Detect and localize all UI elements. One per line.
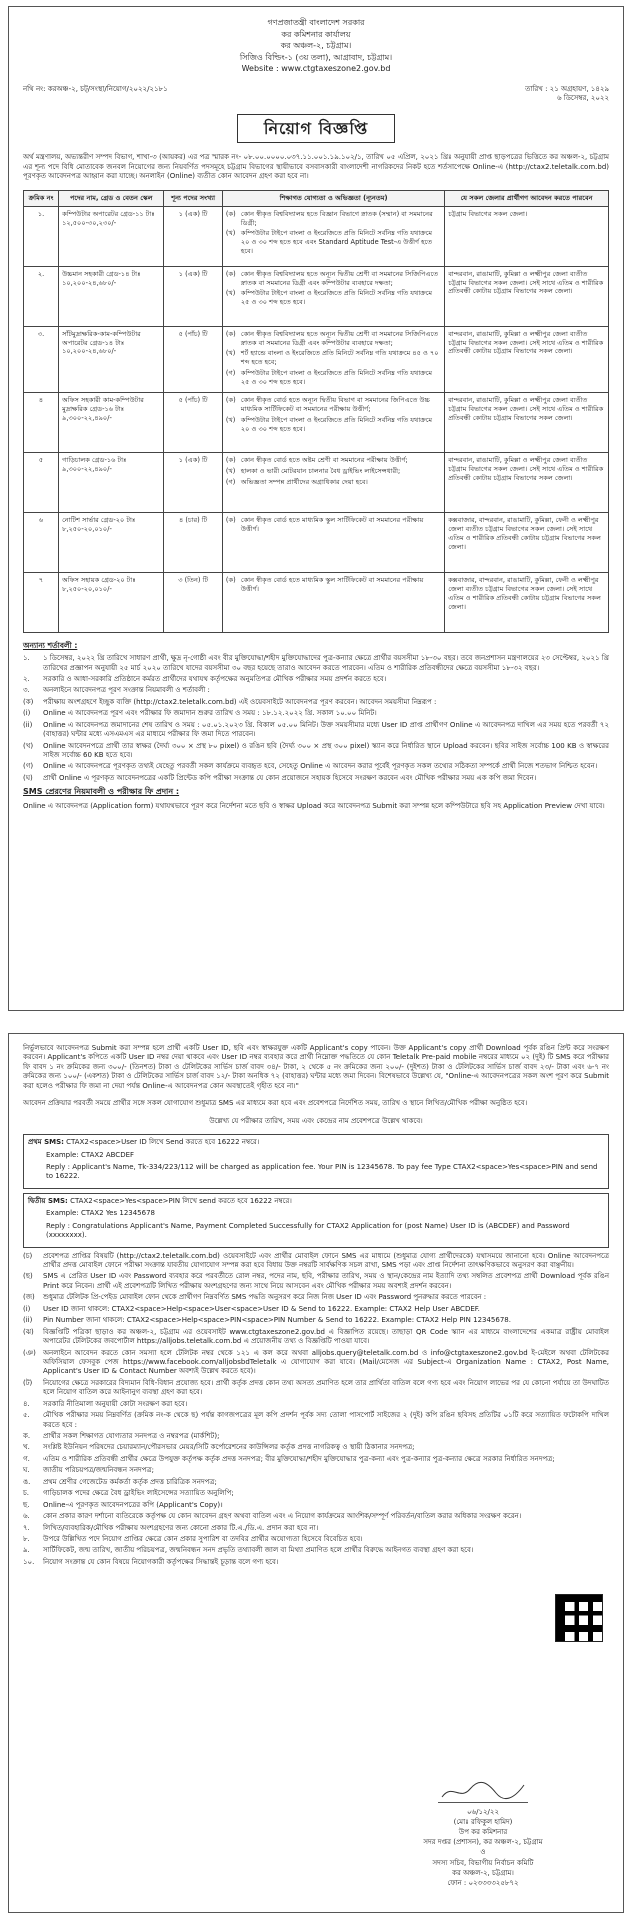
instruction-item — [23, 1305, 609, 1314]
date-label: তারিখ : — [525, 84, 548, 93]
instruction-item — [23, 1293, 609, 1302]
instruction-item — [23, 1272, 609, 1291]
condition-text: অনলাইনে আবেদনপত্র পূরণ সংক্রান্ত নিয়মাবলী ও শর্তাবলী : — [43, 686, 210, 695]
condition-number: (গ) — [23, 762, 34, 771]
qualification-text: কোন স্বীকৃত বোর্ড হতে মাধ্যমিক স্কুল সার্টিফিকেট বা সমমানের পরীক্ষায় উত্তীর্ণ। — [240, 575, 424, 593]
col-districts: যে সকল জেলার প্রার্থীগণ আবেদন করতে পারবেন — [445, 190, 609, 206]
qualification-text: অভিজ্ঞতা সম্পন্ন প্রার্থীদের অগ্রাধিকার দেয়া হবে। — [240, 477, 368, 486]
rule-text: কোন প্রকার কারণ দর্শানো ব্যতিরেকে কর্তৃপক্ষ যে কোন আবেদন গ্রহণ অথবা বাতিল এবং এ নিয়োগ কার্যক্রমের আংশিক/সম্পূর্ণ পরিবর্তন/বাতিল করার অধিকার সংরক্ষণ করেন। — [43, 1512, 522, 1521]
cell-post: সাঁটমুদ্রাক্ষরিক-কাম-কম্পিউটার অপারেটর গ্রেড-১৪ টাঃ ১০,২০০-২৪,৬৮০/- — [59, 326, 164, 392]
rule-item — [23, 1546, 609, 1555]
rule-item — [23, 1443, 609, 1452]
rule-text: সংশ্লিষ্ট ইউনিয়ন পরিষদের চেয়ারম্যান/পৌরসভার মেয়র/সিটি কর্পোরেশনের কাউন্সিলর কর্তৃক প্রদত্ত নাগরিকত্ব ও স্থায়ী ঠিকানার সনদপত্র; — [43, 1443, 415, 1452]
signatory-zone: কর অঞ্চল-২, চট্টগ্রাম। — [452, 1868, 514, 1877]
condition-text: Online এ আবেদনপত্রে পূরণকৃত তথ্যই যেহেতু পরবর্তী সকল কার্যক্রমে ব্যবহৃত হবে, সেহেতু Online এ আবেদন করার পূর্বেই পূরণকৃত সকল তথ্যের সঠিকতা সম্পর্কে প্রার্থী নিজে শতভাগ নিশ্চিত হবেন। — [43, 762, 598, 771]
rule-number: ছ. — [23, 1500, 30, 1509]
cell-serial: ৬ — [24, 512, 59, 572]
signatory-committee: সদস্য সচিব, বিভাগীয় নির্বাচন কমিটি — [432, 1858, 534, 1867]
cell-qualification — [222, 206, 444, 266]
qualification-text: কোন স্বীকৃত বোর্ড হতে অন্যূন দ্বিতীয় বিভাগ বা সমমানের জিপিএতে উচ্চ মাধ্যমিক সার্টিফিকেট বা সমমানের পরীক্ষায় উত্তীর্ণ; — [240, 395, 430, 413]
date-english: ৬ ডিসেম্বর, ২০২২ — [557, 94, 609, 103]
condition-number: (খ) — [23, 741, 34, 750]
condition-number: ১. — [23, 654, 30, 663]
cell-qualification — [222, 326, 444, 392]
cell-districts: কক্সবাজার, বান্দরবান, রাঙামাটি, কুমিল্লা, ফেনী ও লক্ষ্মীপুর জেলা ব্যতীত চট্টগ্রাম বিভাগের সকল জেলা। সেই সাথে এতিম ও শারীরিক প্রতিবন্ধী কোটায় চট্টগ্রাম বিভাগের সকল জেলা। — [445, 572, 609, 632]
condition-item — [23, 721, 609, 740]
cell-districts: বান্দরবান, রাঙামাটি, কুমিল্লা ও লক্ষ্মীপুর জেলা ব্যতীত চট্টগ্রাম বিভাগের সকল জেলা। সেই সাথে এতিম ও শারীরিক প্রতিবন্ধী কোটায় চট্টগ্রাম বিভাগের সকল জেলা। — [445, 326, 609, 392]
rule-number: খ. — [23, 1443, 30, 1452]
instruction-text: প্রবেশপত্র প্রাপ্তির বিষয়টি (http://ctax2.teletalk.com.bd) ওয়েবসাইটে এবং প্রার্থীর মোবাইল ফোনে SMS এর মাধ্যমে (শুধুমাত্র যোগ্য প্রার্থীদেরকে) যথাসময়ে জানানো হবে। Online আবেদনপত্রে প্রার্থীর প্রদত্ত মোবাইল ফোনে পরীক্ষা সংক্রান্ত যাবতীয় যোগাযোগ সম্পন্ন করা হবে বিধায় উক্ত নম্বরটি সার্বক্ষণিক সচল রাখা, SMS পড়া এবং প্রাপ্ত নির্দেশনা তাৎক্ষণিকভাবে অনুসরণ করা বাঞ্ছনীয়। — [43, 1251, 609, 1269]
qualification-text: কোন স্বীকৃত বোর্ড হতে মাধ্যমিক স্কুল সার্টিফিকেট বা সমমানের পরীক্ষায় উত্তীর্ণ। — [240, 515, 424, 533]
qualification-marker: (গ) — [225, 369, 236, 378]
cell-serial: ৫ — [24, 452, 59, 512]
signatory-designation: উপ কর কমিশনার — [458, 1828, 508, 1837]
office-title: কর কমিশনার কার্যালয় — [281, 29, 351, 39]
qualification-marker: (খ) — [225, 415, 236, 424]
instruction-item — [23, 1349, 609, 1377]
rule-item — [23, 1455, 609, 1464]
conditions-list — [23, 654, 609, 783]
cell-districts: বান্দরবান, রাঙামাটি, কুমিল্লা ও লক্ষ্মীপুর জেলা ব্যতীত চট্টগ্রাম বিভাগের সকল জেলা। সেই সাথে এতিম ও শারীরিক প্রতিবন্ধী কোটায় চট্টগ্রাম বিভাগের সকল জেলা। — [445, 392, 609, 452]
table-row — [24, 392, 609, 452]
sms-1-box — [23, 1134, 609, 1189]
col-qualification: শিক্ষাগত যোগ্যতা ও অভিজ্ঞতা (ন্যূনতম) — [222, 190, 444, 206]
sms-2-label: দ্বিতীয় SMS: — [28, 1196, 68, 1205]
cell-qualification — [222, 392, 444, 452]
cell-serial: ৪ — [24, 392, 59, 452]
instruction-number: (ছ) — [23, 1272, 33, 1281]
page2-items-2 — [23, 1400, 609, 1568]
page2-top-paragraph: নির্ভুলভাবে আবেদনপত্র Submit করা সম্পন্ন হলে প্রার্থী একটি User ID, ছবি এবং স্বাক্ষরযুক্ত একটি Applicant's copy পাবেন। উক্ত Applicant's copy প্রার্থী Download পূর্বক রঙিন প্রিন্ট করে সংরক্ষণ করবেন। Applicant's কপিতে একটি User ID নম্বর দেয়া থাকবে এবং User ID নম্বর ব্যবহার করে প্রার্থী নিম্নোক্ত পদ্ধতিতে যে কোন Teletalk Pre-paid mobile নম্বরের মাধ্যমে ০২ (দুই) টি SMS করে পরীক্ষার ফি বাবদ ১ নং ক্রমিকের জন্য ৩০০/- (তিনশত) টাকা ও টেলিটকের সার্ভিস চার্জ বাবদ ৩৪/- টাকা, ২ থেকে ৫ নং ক্রমিকের জন্য ২০০/- (দুইশত) টাকা ও টেলিটকের সার্ভিস চার্জ বাবদ ২৩/- টাকা এবং ৬-৭ নং ক্রমিকের জন্য ১০০/- (একশত) টাকা ও টেলিটকের সার্ভিস চার্জ বাবদ ১২/- টাকা অনধিক ৭২ (বাহাত্তর) ঘন্টার মধ্যে জমা দিবেন। বিশেষভাবে উল্লেখ্য যে, "Online-এ আবেদনপত্রের সকল অংশ পূরণ করে Submit করা হলেও পরীক্ষার ফি জমা না দেয়া পর্যন্ত Online-এ আবেদনপত্র কোন অবস্থাতেই গৃহীত হবে না।" — [23, 1044, 609, 1090]
qualification-item — [226, 210, 441, 228]
cell-post: উচ্চমান সহকারী গ্রেড-১৪ টাঃ ১০,২০০-২৪,৬৮০/- — [59, 266, 164, 326]
notice-page-1 — [8, 6, 624, 1011]
cell-serial: ৩. — [24, 326, 59, 392]
qualification-text: কম্পিউটার টাইপে বাংলা ও ইংরেজিতে প্রতি মিনিটে সর্বনিম্ন গতি যথাক্রমে ২৫ ও ৩০ শব্দ হতে হবে। — [240, 289, 433, 307]
date-bengali: ২১ অগ্রহায়ণ, ১৪২৯ — [549, 84, 609, 93]
qualification-item — [226, 229, 441, 256]
cell-qualification — [222, 572, 444, 632]
office-header — [23, 17, 609, 75]
rule-text: মৌখিক পরীক্ষার সময় নিম্নবর্ণিত (ক্রমিক নং-ক থেকে ছ) পর্যন্ত কাগজপত্রের মূল কপি প্রদর্শন পূর্বক সদ্য তোলা পাসপোর্ট সাইজের ২ (দুই) কপি রঙিন ছবিসহ প্রতিটির ০১টি করে সত্যায়িত ফটোকপি দাখিল করতে হবে : — [43, 1411, 609, 1429]
cell-post: গাড়িচালক গ্রেড-১৬ টাঃ ৯,৩০০-২২,৪৯০/- — [59, 452, 164, 512]
cell-qualification — [222, 512, 444, 572]
sms-1-text: CTAX2<space>User ID লিখে Send করতে হবে 16222 নম্বরে। — [66, 1138, 260, 1147]
qualification-marker: (ক) — [225, 395, 236, 404]
qualification-marker: (খ) — [225, 229, 236, 238]
instruction-item — [23, 1316, 609, 1325]
cell-count: ১ (এক) টি — [164, 452, 223, 512]
rule-text: প্রথম শ্রেণীর গেজেটেড কর্মকর্তা কর্তৃক প্রদত্ত চারিত্রিক সনদপত্র; — [43, 1477, 217, 1486]
rule-number: ঙ. — [23, 1477, 31, 1486]
qualification-item — [226, 369, 441, 387]
qualification-marker: (ক) — [225, 575, 236, 584]
condition-text: Online আবেদনপত্রে প্রার্থী তার স্বাক্ষর (দৈর্ঘ্য ৩০০ × প্রস্থ ৮০ pixel) ও রঙিন ছবি (দৈর্ঘ্য ৩০০ × প্রস্থ ৩০০ pixel) স্ক্যান করে নির্ধারিত স্থানে Upload করবেন। ছবির সাইজ সর্বোচ্চ 100 KB ও স্বাক্ষরের সাইজ সর্বোচ্চ 60 KB হতে হবে। — [43, 741, 609, 760]
rule-number: ৬. — [23, 1512, 30, 1521]
table-row — [24, 266, 609, 326]
cell-count: ৫ (পাঁচ) টি — [164, 326, 223, 392]
cell-districts: বান্দরবান, রাঙামাটি, কুমিল্লা ও লক্ষ্মীপুর জেলা ব্যতীত চট্টগ্রাম বিভাগের সকল জেলা। সেই সাথে এতিম ও শারীরিক প্রতিবন্ধী কোটায় চট্টগ্রাম বিভাগের সকল জেলা। — [445, 452, 609, 512]
sms-1-example: Example: CTAX2 ABCDEF — [46, 1150, 135, 1159]
condition-item — [23, 698, 609, 707]
condition-item — [23, 654, 609, 673]
rule-text: নিয়োগ সংক্রান্ত যে কোন বিষয়ে নিয়োগকারী কর্তৃপক্ষের সিদ্ধান্তই চূড়ান্ত বলে গণ্য হবে। — [43, 1557, 279, 1566]
cell-count: ৪ (চার) টি — [164, 512, 223, 572]
instruction-text: নিয়োগের ক্ষেত্রে সরকারের বিদ্যমান বিধি-বিধান প্রযোজ্য হবে। প্রার্থী কর্তৃক প্রদত্ত কোন তথ্য অসত্য প্রমাণিত হলে তার প্রার্থিতা বাতিল বলে গণ্য হবে এবং নিয়োগ লাভের পর যে কোনো পর্যায়ে তা উদঘাটিত হলে নিয়োগ বাতিল করে আইনানুগ ব্যবস্থা গ্রহণ করা হবে। — [43, 1378, 609, 1397]
sms-heading: SMS প্রেরণের নিয়মাবলী ও পরীক্ষার ফি প্রদান : — [23, 787, 180, 797]
condition-text: সরকারি ও আধা-সরকারি প্রতিষ্ঠানে কর্মরত প্রার্থীদের যথাযথ কর্তৃপক্ষের অনুমতিপত্র মৌখিক পরীক্ষার সময় প্রদর্শন করতে হবে। — [43, 674, 387, 683]
zone-title: কর অঞ্চল-২, চট্টগ্রাম। — [280, 41, 352, 51]
instruction-number: (চ) — [23, 1251, 33, 1260]
cell-qualification — [222, 452, 444, 512]
rule-number: ৫. — [23, 1411, 30, 1420]
qualification-item — [226, 576, 441, 594]
rule-text: সরকারি নীতিমালা অনুযায়ী কোটা সংরক্ষণ করা হবে। — [43, 1399, 188, 1408]
qualification-marker: (ক) — [225, 269, 236, 278]
instruction-number: (i) — [23, 1304, 31, 1313]
condition-text: Online এ আবেদনপত্র জমাদানের শেষ তারিখ ও সময় : ০৫.০১.২০২৩ খ্রি. বিকাল ০৫.০০ মিনিট। উক্ত সময়সীমার মধ্যে User ID প্রাপ্ত প্রার্থীগণ Online এ আবেদনপত্র দাখিল এর সময় হতে পরবর্তী ৭২ (বাহাত্তর) ঘন্টার মধ্যে এসএমএস এর মাধ্যমে পরীক্ষার ফি জমা দিতে পারবেন। — [43, 720, 609, 739]
rule-number: ৮. — [23, 1534, 30, 1543]
instruction-text: শুধুমাত্র টেলিটক প্রি-পেইড মোবাইল ফোন থেকে প্রার্থীগণ নিম্নবর্ণিত SMS পদ্ধতি অনুসরণ করে নিজ নিজ User ID এবং Password পুনরুদ্ধার করতে পারবেন : — [43, 1293, 487, 1302]
qualification-marker: (গ) — [225, 477, 236, 486]
rule-number: চ. — [23, 1489, 30, 1498]
cell-districts: চট্টগ্রাম বিভাগের সকল জেলা। — [445, 206, 609, 266]
col-post: পদের নাম, গ্রেড ও বেতন স্কেল — [59, 190, 164, 206]
instruction-number: (ঝ) — [23, 1327, 34, 1336]
sms-2-text: CTAX2<space>Yes<space>PIN লিখে send করতে হবে 16222 নম্বরে। — [70, 1196, 292, 1205]
conditions-section — [23, 641, 609, 812]
rule-item — [23, 1466, 609, 1475]
notice-title — [23, 114, 609, 144]
condition-item — [23, 709, 609, 718]
intro-paragraph: অর্থ মন্ত্রণালয়, অভ্যন্তরীণ সম্পদ বিভাগ, শাখা-৩ (আয়কর) এর পত্র স্মারক নং- ০৮.০০.০০০০.০৩৭.১১.০০১.১৯.১০২/১, তারিখ ০৫ এপ্রিল, ২০২১ খ্রিঃ অনুযায়ী প্রাপ্ত ছাড়পত্রের ভিত্তিতে কর অঞ্চল-২, চট্টগ্রাম এর শূন্য পদে বিধি মোতাবেক জনবল নিয়োগের জন্য নিয়বর্ণিত পদসমূহে চট্টগ্রাম বিভাগের স্থায়ীভাবে বসবাসকারী বাংলাদেশী নাগরিকদের নিকট হতে শর্তসাপেক্ষে Online-এ (http://ctax2.teletalk.com.bd) পূরণকৃত আবেদনপত্র আহ্বান করা যাচ্ছে। অনলাইন (Online) ব্যতীত কোন আবেদন গ্রহণ করা হবে না। — [23, 153, 609, 181]
rule-text: Online-এ পূরণকৃত আবেদনপত্রের কপি (Applicant's Copy)। — [43, 1500, 223, 1509]
qualification-text: কম্পিউটার টাইপে বাংলা ও ইংরেজিতে প্রতি মিনিটে সর্বনিম্ন গতি যথাক্রমে ২০ ও ৩০ শব্দ হতে হবে এবং Standard Aptitude Test-এ উত্তীর্ণ হতে হবে। — [240, 229, 433, 256]
qualification-text: শর্ট হ্যান্ডে বাংলা ও ইংরেজিতে প্রতি মিনিটে সর্বনিম্ন গতি যথাক্রমে ৪৫ ও ৭০ শব্দ হতে হবে; — [240, 349, 439, 367]
instruction-text: বিজ্ঞপ্তিটি পত্রিকা ছাড়াও কর অঞ্চল-২, চট্টগ্রাম এর ওয়েবসাইট www.ctgtaxeszone2.gov.bd এ বিজ্ঞাপিত রয়েছে। তাছাড়া QR Code স্ক্যান এর মাধ্যমে বাংলাদেশের একমাত্র রাষ্ট্রীয় মোবাইল অপারেটর টেলিটকের জবপোর্টাল https://alljobs.teletalk.com.bd এ প্রয়োজনীয় তথ্য ও বিজ্ঞপ্তিটি পাওয়া যাবে। — [43, 1327, 609, 1346]
rule-text: সার্টিফিকেট, জন্ম তারিখ, জাতীয় পরিচয়পত্র, জন্মনিবন্ধন সনদ প্রভৃতি তথ্যাবলী জাল বা মিথ্যা প্রমাণিত হলে প্রার্থীর বিরুদ্ধে আইনগত ব্যবস্থা গ্রহণ করা হবে। — [43, 1546, 474, 1555]
vacancy-table — [23, 190, 609, 633]
rule-item — [23, 1489, 609, 1498]
qualification-item — [226, 349, 441, 367]
memo-number: নথি নং: করঅঞ্চ-২, চট্/সংস্থা/নিয়োগ/২০২২/২১৮১ — [23, 84, 168, 93]
notice-title-text: নিয়োগ বিজ্ঞপ্তি — [237, 114, 395, 144]
rule-text: গাড়িচালক পদের ক্ষেত্রে বৈধ ড্রাইভিং লাইসেন্সের সত্যায়িত অনুলিপি; — [43, 1489, 234, 1498]
instruction-item — [23, 1328, 609, 1347]
sms-2-reply: Reply : Congratulations Applicant's Name, Payment Completed Successfully for CTAX2 Application for (post Name) User ID is (ABCDEF) and Password (xxxxxxxx). — [46, 1221, 570, 1240]
qualification-marker: (ক) — [225, 515, 236, 524]
rule-number: ঘ. — [23, 1466, 30, 1475]
condition-text: প্রার্থী Online এ পূরণকৃত আবেদনপত্রের একটি প্রিন্টেড কপি পরীক্ষা সংক্রান্ত যে কোন প্রয়োজনে সহায়ক হিসেবে সংরক্ষণ করবেন এবং মৌখিক পরীক্ষার সময় এক কপি জমা দিবেন। — [43, 773, 537, 782]
notice-page-2 — [8, 1033, 624, 1913]
condition-number: (ii) — [23, 720, 33, 729]
cell-post: অফিস সহায়ক গ্রেড-২০ টাঃ ৮,২৫০-২০,০১০/- — [59, 572, 164, 632]
qualification-item — [226, 396, 441, 414]
rule-text: প্রার্থীর সকল শিক্ষাগত যোগ্যতার সনদপত্র ও নম্বরপত্র (মার্কশিট); — [43, 1432, 220, 1440]
rule-item — [23, 1411, 609, 1430]
rule-item — [23, 1478, 609, 1487]
cell-count: ৫ (পাঁচ) টি — [164, 392, 223, 452]
conditions-heading: অন্যান্য শর্তাবলী : — [23, 640, 78, 650]
rule-item — [23, 1501, 609, 1510]
rule-text: লিখিত/ব্যবহারিক/মৌখিক পরীক্ষায় অংশগ্রহণের জন্য কোনো প্রকার টি.এ./ডি.এ. প্রদান করা হবে না। — [43, 1523, 319, 1532]
rule-item — [23, 1535, 609, 1544]
page2-items — [23, 1252, 609, 1398]
qualification-text: হালকা ও ভারী মোটরযান চালনার বৈধ ড্রাইভিং লাইসেন্সধারী; — [240, 466, 401, 475]
cell-districts: কক্সবাজার, বান্দরবান, রাঙামাটি, কুমিল্লা, ফেনী ও লক্ষ্মীপুর জেলা ব্যতীত চট্টগ্রাম বিভাগের সকল জেলা। সেই সাথে এতিম ও শারীরিক প্রতিবন্ধী কোটায় চট্টগ্রাম বিভাগের সকল জেলা। — [445, 512, 609, 572]
condition-item — [23, 742, 609, 761]
condition-number: ৩. — [23, 686, 30, 695]
cell-post: অফিস সহকারী কাম-কম্পিউটার মুদ্রাক্ষরিক গ্রেড-১৬ টাঃ ৯,৩০০-২২,৪৯০/- — [59, 392, 164, 452]
qualification-item — [226, 456, 441, 465]
page2-note-2: উল্লেখ্য যে পরীক্ষার তারিখ, সময় এবং কেন্দ্রের নাম প্রবেশপত্রে উল্লেখ থাকবে। — [209, 1116, 423, 1125]
qr-code-icon — [555, 1594, 603, 1642]
condition-number: (i) — [23, 709, 31, 718]
qualification-item — [226, 330, 441, 348]
table-body — [24, 206, 609, 632]
gov-title: গণপ্রজাতন্ত্রী বাংলাদেশ সরকার — [267, 18, 365, 27]
cell-post: নোটিশ সার্ভার গ্রেড-২০ টাঃ ৮,২৫০-২০,০১০/- — [59, 512, 164, 572]
qualification-item — [226, 516, 441, 534]
cell-count: ১ (এক) টি — [164, 266, 223, 326]
qualification-marker: (খ) — [225, 349, 236, 358]
rule-number: ১০. — [23, 1557, 35, 1566]
table-row — [24, 512, 609, 572]
condition-text: ১ ডিসেম্বর, ২০২২ খ্রি তারিখে সাধারণ প্রার্থী, ক্ষুদ্র নৃ-গোষ্ঠী এবং বীর মুক্তিযোদ্ধা/শহীদ মুক্তিযোদ্ধাদের পুত্র-কন্যার ক্ষেত্রে প্রার্থীর বয়সসীমা ১৮-৩০ বছর। তবে জনপ্রশাসন মন্ত্রণালয়ের ২৩ সেপ্টেম্বর, ২০২১ খ্রি তারিখের প্রজ্ঞাপন অনুযায়ী ২৫ মার্চ ২০২০ তারিখে যাদের বয়সসীমা ৩০ বছর হয়েছে তারাও আবেদন করতে পারবেন। এতিম ও শারীরিক প্রতিবন্ধীদের ক্ষেত্রে বয়সসীমা ১৮-৩২ বছর। — [43, 654, 609, 672]
rule-number: ৪. — [23, 1399, 30, 1408]
condition-item — [23, 762, 609, 771]
cell-serial: ১. — [24, 206, 59, 266]
qualification-text: কম্পিউটার টাইপে বাংলা ও ইংরেজিতে প্রতি মিনিটে সর্বনিম্ন গতি যথাক্রমে ২৫ ও ৩০ শব্দ হতে হবে। — [240, 369, 433, 387]
condition-item — [23, 686, 609, 695]
office-address: সিজিও বিল্ডিং-১ (৩য় তলা), আগ্রাবাদ, চট্টগ্রাম। — [239, 52, 393, 62]
page2-note: আবেদন প্রক্রিয়ার পরবর্তী সময়ে প্রার্থীর সঙ্গে সকল যোগাযোগ শুধুমাত্র SMS এর মাধ্যমে করা হবে এবং প্রবেশপত্রে নির্দেশিত সময়, তারিখ ও স্থানে লিখিত/মৌখিক পরীক্ষা অনুষ্ঠিত হবে। — [23, 1099, 528, 1108]
instruction-text: User ID জানা থাকলে: CTAX2<space>Help<space>User<space>User ID & Send to 16222. Example: CTAX2 Help User ABCDEF. — [43, 1304, 480, 1313]
qualification-text: কোন স্বীকৃত বোর্ড হতে অষ্টম শ্রেণী বা সমমানের পরীক্ষায় উত্তীর্ণ; — [240, 455, 408, 464]
memo-date — [525, 85, 609, 104]
signatory-phone: ফোন : ০২৩৩৩৩২৫৮৭২ — [447, 1878, 519, 1887]
cell-count: ১ (এক) টি — [164, 206, 223, 266]
instruction-item — [23, 1379, 609, 1398]
sms-intro: Online এ আবেদনপত্র (Application form) যথাযথভাবে পূরণ করে নির্দেশনা মতে ছবি ও স্বাক্ষর Upload করে আবেদনপত্র Submit করা সম্পন্ন হলে কম্পিউটারে ছবি সহ Application Preview দেখা যাবে। — [23, 802, 605, 811]
signatory-office: সদর দপ্তর (প্রশাসন), কর অঞ্চল-২, চট্টগ্রাম — [423, 1838, 543, 1847]
rule-text: উপরে উল্লিখিত পদে নিয়োগ প্রাপ্তির ক্ষেত্রে কোন প্রকার সুপারিশ বা তদবির প্রার্থীর অযোগ্যতা হিসেবে বিবেচিত হবে। — [43, 1534, 363, 1543]
table-row — [24, 452, 609, 512]
condition-number: (ক) — [23, 697, 34, 706]
condition-text: পরীক্ষায় অংশগ্রহণে ইচ্ছুক ব্যক্তি (http://ctax2.teletalk.com.bd) এই ওয়েবসাইটে আবেদনপত্র পূরণ করবেন। আবেদন সময়সীমা নিম্নরূপ : — [43, 697, 437, 706]
cell-qualification — [222, 266, 444, 326]
cell-post: কম্পিউটার অপারেটর গ্রেড-১১ টাঃ ১২,৫০০-৩০,২৩০/- — [59, 206, 164, 266]
rule-number: ৭. — [23, 1523, 30, 1532]
qualification-marker: (খ) — [225, 289, 236, 298]
table-header-row — [24, 190, 609, 206]
qualification-text: কম্পিউটার টাইপে বাংলা ও ইংরেজিতে প্রতি মিনিটে সর্বনিম্ন গতি যথাক্রমে ২০ ও ৩০ শব্দ হতে হবে। — [240, 415, 433, 433]
qualification-item — [226, 270, 441, 288]
qualification-marker: (খ) — [225, 466, 236, 475]
instruction-number: (ট) — [23, 1378, 33, 1387]
cell-serial: ৭ — [24, 572, 59, 632]
condition-item — [23, 675, 609, 684]
condition-item — [23, 774, 609, 783]
rule-number: গ. — [23, 1454, 30, 1463]
table-row — [24, 326, 609, 392]
website-link[interactable]: Website : www.ctgtaxeszone2.gov.bd — [241, 64, 391, 74]
instruction-number: (ii) — [23, 1316, 33, 1325]
sms-2-example: Example: CTAX2 Yes 12345678 — [46, 1209, 155, 1218]
rule-item — [23, 1432, 609, 1441]
signature-block — [373, 1779, 593, 1888]
instruction-number: (ঞ) — [23, 1348, 36, 1357]
rule-item — [23, 1524, 609, 1533]
signature-icon — [438, 1779, 528, 1803]
rule-number: ক. — [23, 1432, 31, 1440]
memo-row — [23, 85, 609, 104]
signature-date: ০৬/১২/২২ — [466, 1807, 500, 1816]
col-count: শূন্য পদের সংখ্যা — [164, 190, 223, 206]
table-row — [24, 206, 609, 266]
sms-1-label: প্রথম SMS: — [28, 1138, 64, 1147]
table-row — [24, 572, 609, 632]
instruction-item — [23, 1252, 609, 1271]
rule-text: জাতীয় পরিচয়পত্র/জন্মনিবন্ধন সনদপত্র; — [43, 1466, 154, 1475]
qualification-item — [226, 289, 441, 307]
cell-serial: ২. — [24, 266, 59, 326]
rule-text: এতিম ও শারীরিক প্রতিবন্ধী প্রার্থীর ক্ষেত্রে উপযুক্ত কর্তৃপক্ষ কর্তৃক প্রদত্ত সনদপত্র; বীর মুক্তিযোদ্ধা/শহীদ মুক্তিযোদ্ধার পুত্র-কন্যা এবং পুত্র-কন্যার পুত্র-কন্যার ক্ষেত্রে সরকার নির্ধারিত সনদপত্র; — [43, 1454, 555, 1463]
cell-districts: বান্দরবান, রাঙামাটি, কুমিল্লা ও লক্ষ্মীপুর জেলা ব্যতীত চট্টগ্রাম বিভাগের সকল জেলা। সেই সাথে এতিম ও শারীরিক প্রতিবন্ধী কোটায় চট্টগ্রাম বিভাগের সকল জেলা। — [445, 266, 609, 326]
condition-text: Online এ আবেদনপত্র পূরণ এবং পরীক্ষার ফি জমাদান শুরুর তারিখ ও সময় : ১৮.১২.২০২২ খ্রি. সকাল ১০.০০ মিনিট। — [43, 709, 377, 718]
cell-count: ৩ (তিন) টি — [164, 572, 223, 632]
qualification-marker: (ক) — [225, 329, 236, 338]
sms-1-reply: Reply : Applicant's Name, Tk-334/223/112 will be charged as application fee. Your PIN is 12345678. To pay fee Type CTAX2<space>Yes<space>PIN and send to 16222. — [46, 1162, 598, 1181]
sms-2-box — [23, 1193, 609, 1248]
signatory-name: (মোঃ রফিকুল হামিদ) — [453, 1818, 513, 1827]
qualification-item — [226, 467, 441, 476]
instruction-text: SMS এ প্রেরিত User ID এবং Password ব্যবহার করে পরবর্তীতে রোল নম্বর, পদের নাম, ছবি, পরীক্ষার তারিখ, সময় ও স্থান/কেন্দ্রের নাম ইত্যাদি তথ্য সম্বলিত প্রবেশপত্র প্রার্থী Download পূর্বক রঙিন Print করে নিবেন। প্রার্থী এই প্রবেশপত্রটি লিখিত পরীক্ষায় অংশগ্রহণের জন্য সাথে নিয়ে আসবেন এবং মৌখিক পরীক্ষার সময় অবশ্যই প্রদর্শন করবেন। — [43, 1272, 609, 1290]
qualification-text: কোন স্বীকৃত বিশ্ববিদ্যালয় হতে অন্যূন দ্বিতীয় শ্রেণী বা সমমানের সিজিপিএতে স্নাতক বা সমমানের ডিগ্রী এবং কম্পিউটার ব্যবহারে দক্ষতা; — [240, 329, 439, 347]
qualification-marker: (ক) — [225, 209, 236, 218]
signatory-and: ও — [480, 1848, 486, 1857]
col-serial: ক্রমিক নং — [24, 190, 59, 206]
condition-number: (ঘ) — [23, 773, 33, 782]
rule-item — [23, 1512, 609, 1521]
qualification-item — [226, 478, 441, 487]
qualification-text: কোন স্বীকৃত বিশ্ববিদ্যালয় হতে বিজ্ঞান বিভাগে স্নাতক (সম্মান) বা সমমানের ডিগ্রী; — [240, 209, 433, 227]
qualification-text: কোন স্বীকৃত বিশ্ববিদ্যালয় হতে অন্যূন দ্বিতীয় শ্রেণী বা সমমানের সিজিপিএতে স্নাতক বা সমমানের ডিগ্রী এবং কম্পিউটার ব্যবহারে দক্ষতা; — [240, 269, 439, 287]
instruction-number: (জ) — [23, 1293, 35, 1302]
rule-item — [23, 1400, 609, 1409]
page — [0, 6, 632, 1913]
rule-item — [23, 1558, 609, 1567]
qualification-item — [226, 416, 441, 434]
qualification-marker: (ক) — [225, 455, 236, 464]
rule-number: ৯. — [23, 1546, 30, 1555]
instruction-text: অনলাইনে আবেদন করতে কোন সমস্যা হলে টেলিটক নম্বর থেকে ১২১ এ কল করে অথবা alljobs.query@teletalk.com.bd ও info@ctgtaxeszone2.gov.bd ই-মেইলে অথবা টেলিটকের অফিসিয়াল ফেসবুক পেজ https://www.facebook.com/alljobsbdTeletalk এ যোগাযোগ করা যাবে। (Mail/মেসেজ এর Subject-এ Organization Name : CTAX2, Post Name, Applicant's User ID & Contact Number অবশ্যই উল্লেখ করতে হবে)। — [43, 1348, 609, 1376]
instruction-text: Pin Number জানা থাকলে: CTAX2<space>Help<space>PIN<space>PIN Number & Send to 16222. Example: CTAX2 Help PIN 12345678. — [43, 1316, 511, 1325]
condition-number: ২. — [23, 674, 30, 683]
